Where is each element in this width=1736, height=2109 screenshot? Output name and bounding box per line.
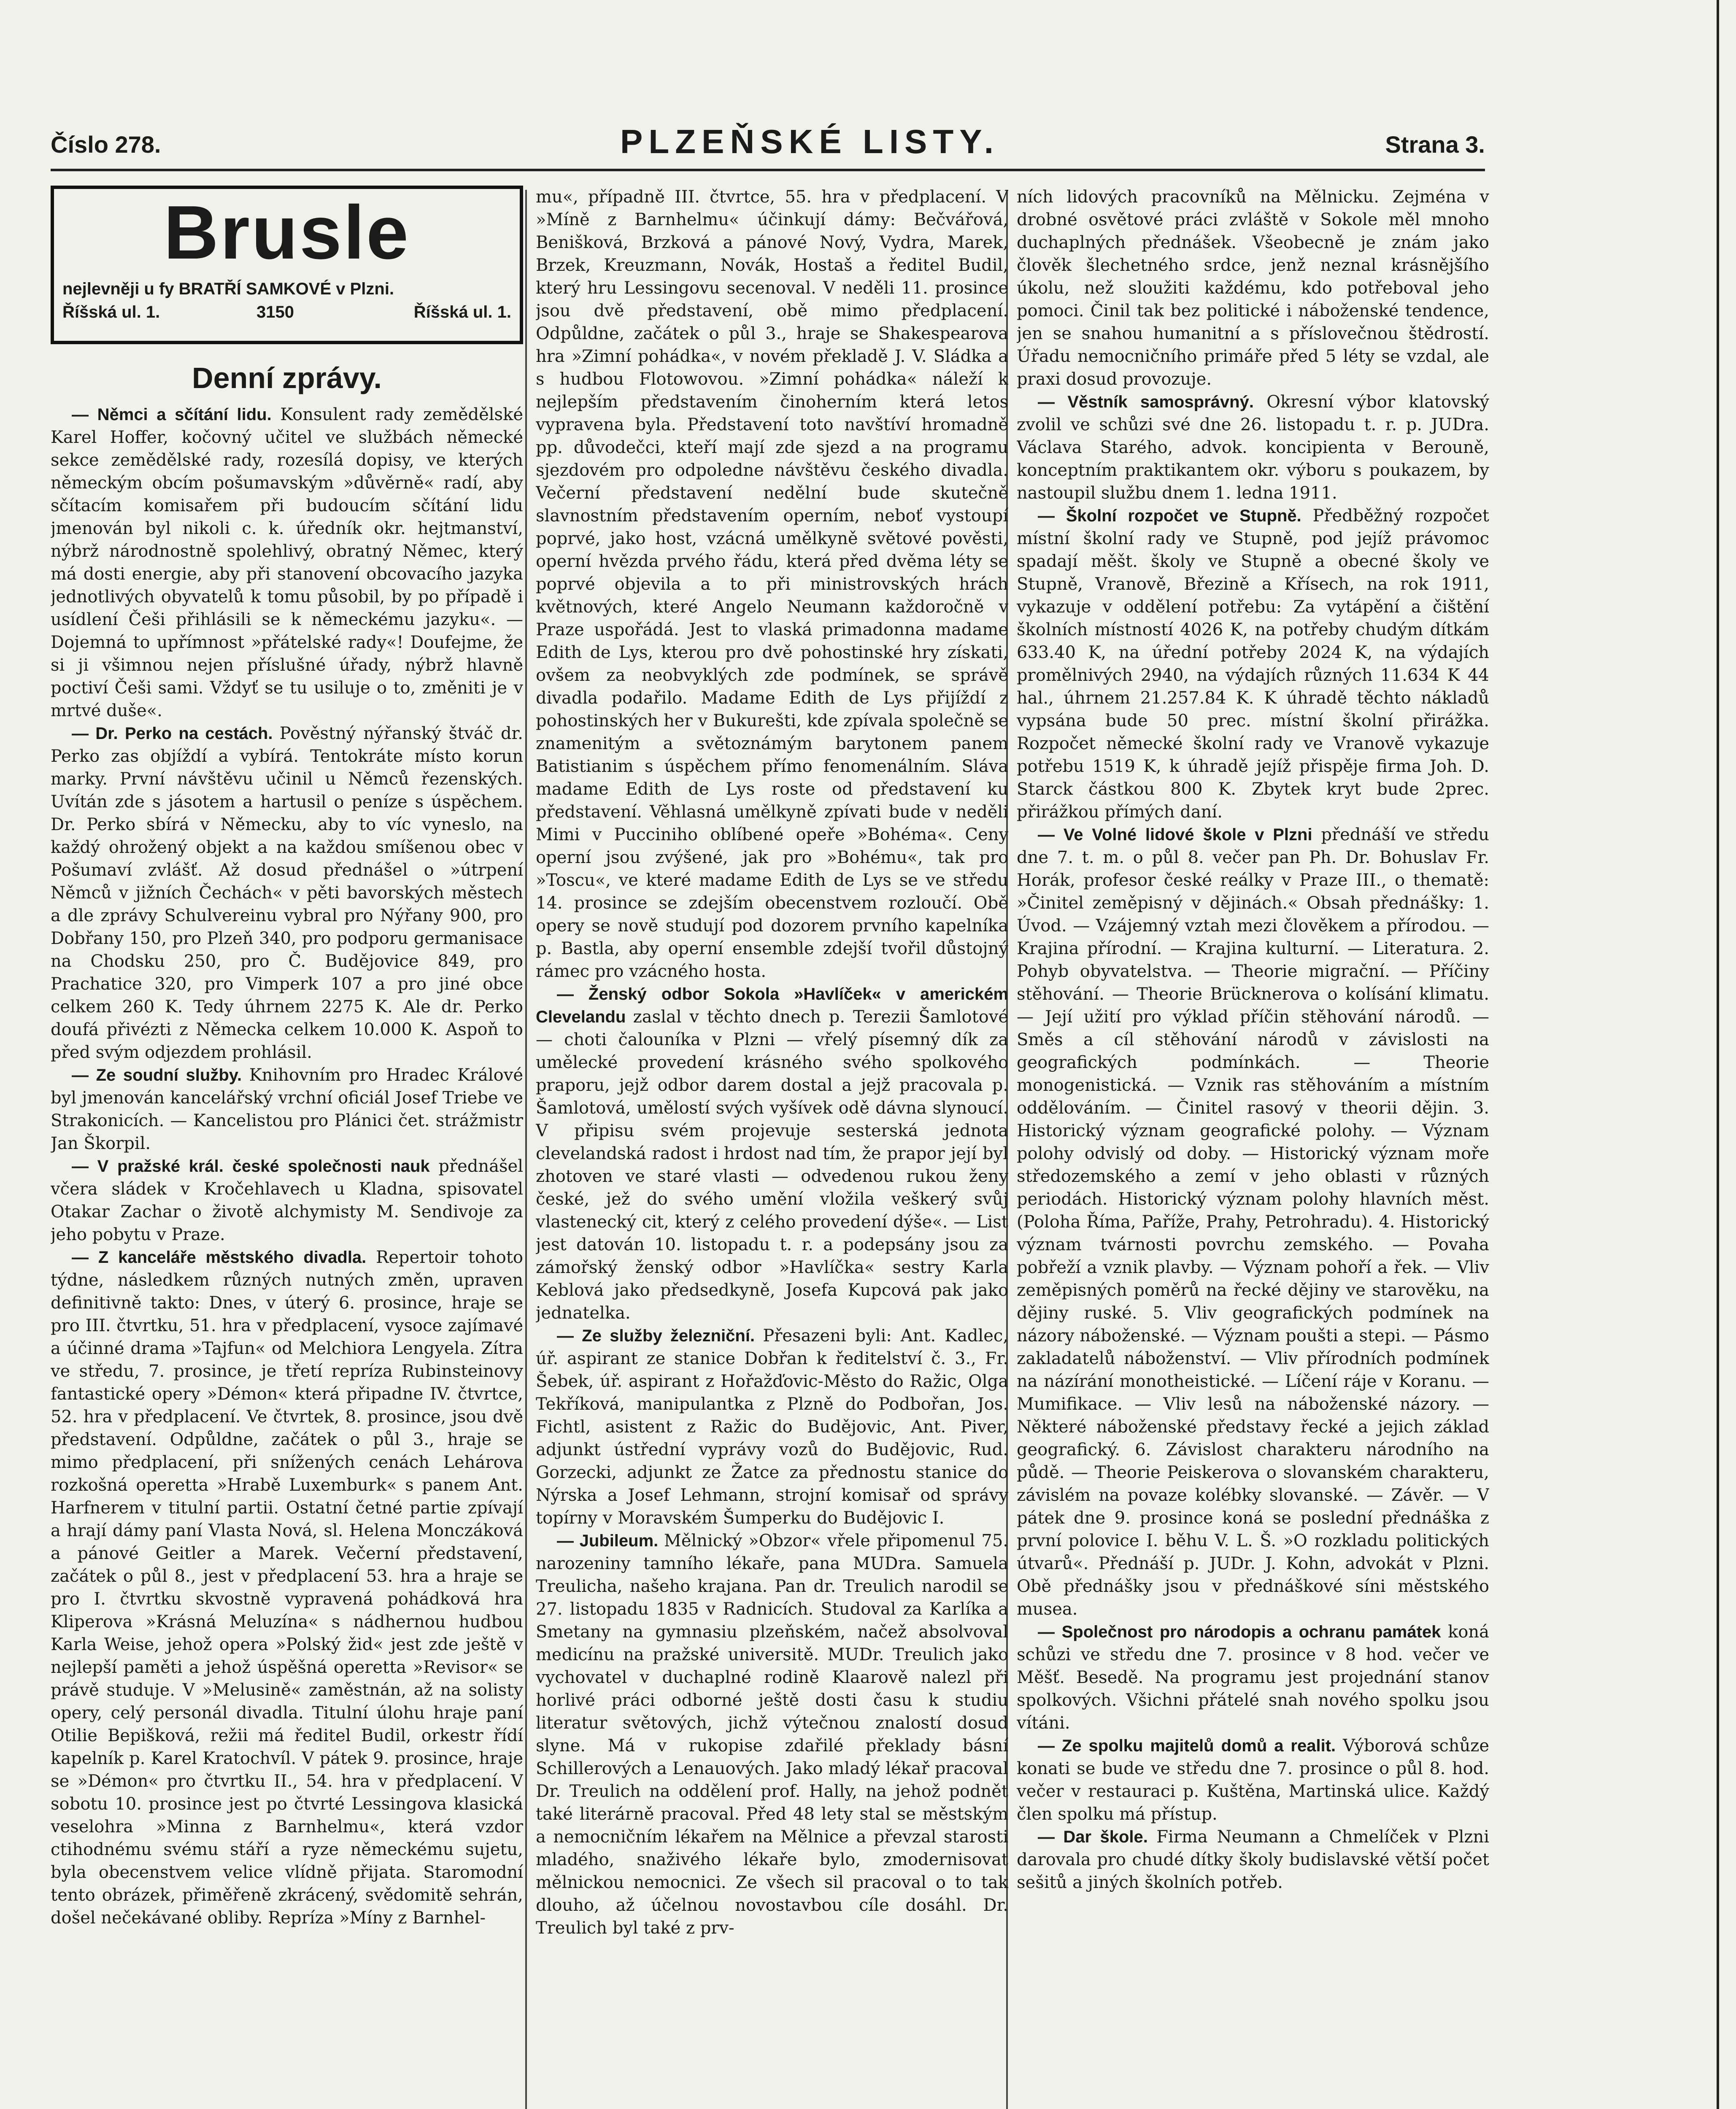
news-body: Pověstný nýřanský štváč dr. Perko zas objíždí a vybírá. Tentokráte místo korun marky. První návštěvu učinil u Němců řezenských. Uvítán zde s jásotem a hartusil o peníze s úspěchem. Dr. Perko sbírá v Německu, aby to víc vyneslo, na každý ohrožený objekt a na každou smíšenou obec v Pošumaví zvlášť. Až dosud přednášel o »útrpení Němců v jižních Čechách« v pěti bavorských městech a dle zprávy Schulvereinu vybral pro Nýřany 900, pro Dobřany 150, pro Plzeň 340, pro podporu germanisace na Chodsku 250, pro Č. Budějovice 849, pro Prachatice 320, pro Vimperk 107 a pro jiné obce celkem 260 K. Tedy úhrnem 2275 K. Ale dr. Perko doufá přivézti z Německa celkem 10.000 K. Aspoň to před svým odjezdem prohlásil.: [51, 724, 523, 1062]
ad-number: 3150: [256, 303, 294, 321]
news-item: [51, 1246, 523, 1929]
news-body: Firma Neumann a Chmelíček v Plzni darovala pro chudé dítky školy budislavské větší počet sešitů a jiných školních potřeb.: [1017, 1827, 1489, 1892]
news-headline: — Jubileum.: [557, 1532, 664, 1550]
issue-number: Číslo 278.: [51, 131, 161, 158]
column-text: [1017, 186, 1489, 2109]
news-item: [51, 722, 523, 1064]
news-item: [51, 1064, 523, 1155]
news-body: Knihovním pro Hradec Králové byl jmenován kancelářský vrchní oficiál Josef Triebe ve Strakonicích. — Kancelistou pro Plánici čet. strážmistr Jan Škorpil.: [51, 1065, 523, 1153]
news-body: Přesazeni byli: Ant. Kadlec, úř. aspirant ze stanice Dobřan k ředitelství č. 3., Fr. Šebek, úř. aspirant z Hořažďovic-Město do Ražic, Olga Tekříková, manipulantka z Plzně do Podbořan, Jos. Fichtl, asistent z Ražic do Budějovic, Ant. Piver, adjunkt ústřední vyprávy vozů do Budějovic, Rud. Gorzecki, adjunkt ze Žatce za přednostu stanice do Nýrska a Josef Lehmann, strojní komisař od správy topírny v Moravském Šumperku do Budějovic I.: [536, 1326, 1008, 1528]
page-edge-rule: [1717, 0, 1719, 2109]
news-body: Okresní výbor klatovský zvolil ve schůzi své dne 26. listopadu t. r. p. JUDra. Václava Starého, advok. koncipienta v Berouně, konceptním praktikantem okr. výboru s poukazem, by nastoupil službu dnem 1. ledna 1911.: [1017, 392, 1489, 503]
ad-address-left: Říšská ul. 1.: [62, 303, 160, 321]
news-item: [51, 1155, 523, 1246]
news-headline: — Z kanceláře městského divadla.: [72, 1248, 376, 1267]
advertisement-brusle: [51, 186, 523, 344]
news-headline: — Školní rozpočet ve Stupně.: [1038, 507, 1313, 525]
news-headline: — Ve Volné lidové škole v Plzni: [1038, 825, 1321, 844]
news-item: [1017, 504, 1489, 823]
news-headline: — Dr. Perko na cestách.: [72, 724, 280, 743]
page-number: Strana 3.: [1385, 131, 1485, 158]
news-body: Výborová schůze konati se bude ve středu dne 7. prosince o půl 8. hod. večer v restauraci p. Kuštěna, Martinská ulice. Každý člen spolku má přístup.: [1017, 1736, 1489, 1824]
header-rule: [51, 169, 1485, 171]
news-body: Předběžný rozpočet místní školní rady ve Stupně, pod jejíž právomoc spadají měšt. školy ve Stupně a obecné školy ve Stupně, Vranově, Březině a Křísech, na rok 1911, vykazuje v oddělení potřebu: Za vytápění a čištění školních místností 4026 K, na potřeby chudým dítkám 633.40 K, na úřední potřeby 2024 K, na výdajích promělnivých 2940, na výdajích různých 11.634 K 44 hal., úhrnem 21.257.84 K. K úhradě těchto nákladů vypsána bude 50 prec. místní školní přirážka. Rozpočet německé školní rady ve Vranově vykazuje potřebu 1519 K, k úhradě jejíž přispěje firma Joh. D. Starck částkou 800 K. Zbytek kryt bude 2prec. přirážkou přímých daní.: [1017, 506, 1489, 822]
news-headline: — Společnost pro národopis a ochranu památek: [1038, 1623, 1448, 1641]
news-item: [1017, 1734, 1489, 1826]
column-2: [536, 186, 1008, 2109]
column-text: [536, 186, 1008, 2109]
news-body: Mělnický »Obzor« vřele připomenul 75. narozeniny tamního lékaře, pana MUDra. Samuela Treulicha, našeho krajana. Pan dr. Treulich narodil se 27. listopadu 1835 v Radnicích. Studoval za Karlíka a Smetany na gymnasiu plzeňském, načež absolvoval medicínu na pražské universitě. MUDr. Treulich jako vychovatel v duchaplné rodině Klaarově nalezl při horlivé práci odborné ještě dosti času k studiu literatur světových, jichž výtečnou znalostí dosud slyne. Má v rukopise zdařilé překlady básní Schillerových a Lenauových. Jako mladý lékař pracoval Dr. Treulich na oddělení prof. Hally, na jehož podnět také literárně pracoval. Před 48 lety stal se městským a nemocničním lékařem na Mělnice a převzal starosti mladého, snaživého lékaře bylo, zmodernisovat mělnickou nemocnici. Ze všech sil pracoval o to tak dlouho, až účelnou novostavbou cíle dosáhl. Dr. Treulich byl také z prv-: [536, 1531, 1008, 1938]
news-body: Repertoir tohoto týdne, následkem různých nutných změn, upraven definitivně takto: Dnes, v úterý 6. prosince, hraje se pro III. čtvrtku, 51. hra v předplacení, vysoce zajímavé a účinné drama »Tajfun« od Melchiora Lengyela. Zítra ve středu, 7. prosince, je třetí repríza Rubinsteinovy fantastické opery »Démon« která připadne IV. čtvrtce, 52. hra v předplacení. Ve čtvrtek, 8. prosince, jsou dvě představení. Odpůldne, začátek o půl 3., hraje se mimo předplacení, při snížených cenách Lehárova rozkošná operetta »Hrabě Luxemburk« s panem Ant. Harfnerem v titulní partii. Ostatní četné partie zpívají a hrají dámy paní Vlasta Nová, sl. Helena Monczáková a pánové Geitler a Marek. Večerní představení, začátek o půl 8., jest v předplacení 53. hra a hraje se pro I. čtvrtku skvostně vypravená pohádková hra Kliperova »Krásná Meluzína« s nádhernou hudbou Karla Weise, jehož opera »Polský žid« jest zde ještě v nejlepší paměti a jehož úspěšná operetta »Revisor« se právě studuje. V »Melusině« zaměstnán, až na solisty opery, celý personál divadla. Titulní úlohu hraje paní Otilie Bepišková, režii má ředitel Budil, orkestr řídí kapelník p. Karel Kratochvíl. V pátek 9. prosince, hraje se »Démon« pro čtvrtku II., 54. hra v předplacení. V sobotu 10. prosince jest po čtvrté Lessingova klasická veselohra »Minna z Barnhelmu«, která vzdor ctihodnému svému stáří a ryze německému sujetu, byla obecenstvem velice vlídně přijata. Staromodní tento obrázek, přiměřeně zkrácený, svědomitě sehrán, došel nečekávané obliby. Repríza »Míny z Barnhel-: [51, 1248, 523, 1928]
news-item: [1017, 823, 1489, 1621]
news-headline: — Ze spolku majitelů domů a realit.: [1038, 1737, 1343, 1755]
ad-address-right: Říšská ul. 1.: [413, 303, 511, 321]
news-item: [536, 1529, 1008, 1939]
news-body: přednáší ve středu dne 7. t. m. o půl 8. večer pan Ph. Dr. Bohuslav Fr. Horák, profesor české reálky v Praze III., o thematě: »Činitel zeměpisný v dějinách.« Obsah přednášky: 1. Úvod. — Vzájemný vztah mezi člověkem a přírodou. — Krajina přírodní. — Krajina kulturní. — Literatura. 2. Pohyb obyvatelstva. — Theorie migrační. — Příčiny stěhování. — Theorie Brücknerova o kolísání klimatu. — Její užití pro výklad příčin stěhování národů. — Směs a cíl stěhování národů v závislosti na geografických podmínkách. — Theorie monogenistická. — Vznik ras stěhováním a místním oddělováním. — Činitel rasový v theorii dějin. 3. Historický význam geografické polohy. — Význam polohy odvislý od doby. — Historický význam moře středozemského a zemí v jeho oblasti v různých periodách. Historický význam polohy hlavních měst. (Poloha Říma, Paříže, Prahy, Petrohradu). 4. Historický význam tvárnosti povrchu zemského. — Povaha pobřeží a vznik plavby. — Význam pohoří a řek. — Vliv zeměpisných poměrů na řecké dějiny ve starověku, na dějiny ruské. 5. Vliv geografických podmínek na názory náboženské. — Význam poušti a stepi. — Pásmo zakladatelů náboženství. — Vliv přírodních podmínek na názírání monotheistické. — Líčení ráje v Koranu. — Mumifikace. — Vliv lesů na náboženské názory. — Některé náboženské představy řecké a jejich základ geografický. 6. Závislost charakteru národního na půdě. — Theorie Peiskerova o slovanském charakteru, závislém na povaze kolébky slovanské. — Závěr. — V pátek dne 9. prosince koná se poslední přednáška z první polovice I. běhu V. L. Š. »O rozkladu politických útvarů«. Přednáší p. JUDr. J. Kohn, advokát v Plzni. Obě přednášky jsou v přednáškové síni městského musea.: [1017, 825, 1489, 1619]
page-header: [51, 122, 1485, 173]
news-body: mu«, případně III. čtvrtce, 55. hra v předplacení. V »Míně z Barnhelmu« účinkují dámy: Bečvářová, Benišková, Brzková a pánové Nový, Vydra, Marek, Brzek, Kreuzmann, Novák, Hostaš a ředitel Budil, který hru Lessingovu secenoval. V neděli 11. prosince jsou dvě představení, obě mimo předplacení. Odpůldne, začátek o půl 3., hraje se Shakespearova hra »Zimní pohádka«, v novém překladě J. V. Sládka a s hudbou Flotowovou. »Zimní pohádka« náleží k nejlepším představením činoherním která letos vypravena byla. Představení toto navštíví hromadně pp. důvodečci, kteří mají zde sjezd a na programu sjezdovém pro odpoledne návštěvu českého divadla. Večerní představení nedělní bude skutečně slavnostním představením operním, neboť vystoupí poprvé, jako host, vzácná umělkyně světové pověsti, operní hvězda prvého řádu, která před dvěma léty se poprvé objevila a to při ministrovských hrách květnových, které Angelo Neumann každoročně v Praze uspořádá. Jest to vlaská primadonna madame Edith de Lys, kterou pro dvě pohostinské hry získati, ovšem za neobvyklých zde podmínek, se správě divadla podařilo. Madame Edith de Lys přijíždí z pohostinských her v Bukurešti, kde zpívala společně se znamenitým a světoznámým barytonem panem Batistianim s úspěchem přímo fenomenálním. Sláva madame Edith de Lys roste od představení ku představení. Věhlasná umělkyně zpívati bude v neděli Mimi v Pucciniho oblíbené opeře »Bohéma«. Ceny operní jsou zvýšené, jak pro »Bohému«, tak pro »Toscu«, ve které madame Edith de Lys se ve středu 14. prosince se zdejším obecenstvem rozloučí. Obě opery se nově studují pod dozorem prvního kapelníka p. Bastla, aby operní ensemble zdejší tvořil důstojný rámec pro vzácného hosta.: [536, 187, 1008, 981]
news-item: [51, 403, 523, 722]
column-3: [1017, 186, 1489, 2109]
section-title: Denní zprávy.: [192, 361, 382, 394]
column-text: [51, 403, 523, 2109]
news-body: ních lidových pracovníků na Mělnicku. Zejména v drobné osvětové práci zvláště v Sokole měl mnoho duchaplných přednášek. Všeobecně je znám jako člověk šlechetného srdce, jenž neznal krásnějšího úkolu, než sloužiti každému, kdo potřeboval jeho pomoci. Činil tak bez politické i náboženské tendence, jen se snahou humanitní a s příslovečnou štědrostí. Úřadu nemocničního primáře před 5 léty se vzdal, ale praxi dosud provozuje.: [1017, 187, 1489, 389]
newspaper-title: PLZEŇSKÉ LISTY.: [620, 123, 999, 160]
news-item: [1017, 391, 1489, 504]
news-headline: — Ze soudní služby.: [72, 1066, 249, 1084]
news-headline: — V pražské král. české společnosti nauk: [72, 1157, 439, 1176]
news-headline: — Němci a sčítání lidu.: [72, 405, 281, 424]
news-body: Konsulent rady zemědělské Karel Hoffer, kočovný učitel ve službách německé sekce zemědělské rady, rozesílá dopisy, ve kterých německým obcím pošumavským »důvěrně« radí, aby sčítacím komisařem při budoucím sčítání lidu jmenován byl nikoli c. k. úředník okr. hejtmanství, nýbrž národnostně spolehlivý, obratný Němec, který má dosti energie, aby při stanovení obcovacího jazyka jednotlivých obyvatelů k tomu působil, by po případě i usídlení Češi přihlásili se k německému jazyku«. — Dojemná to upřímnost »přátelské rady«! Doufejme, že si ji všimnou nejen příslušné úřady, nýbrž hlavně poctiví Češi sami. Vždyť se tu usiluje o to, změniti je v mrtvé duše«.: [51, 405, 523, 720]
ad-line: nejlevněji u fy BRATŘÍ SAMKOVÉ v Plzni.: [62, 280, 394, 298]
column-divider: [525, 190, 527, 2109]
news-headline: — Ze služby železniční.: [557, 1327, 763, 1345]
news-body: koná schůzi ve středu dne 7. prosince v 8 hod. večer ve Měšť. Besedě. Na programu jest projednání stanov spolkových. Všichni přátelé snah nového spolku jsou vítáni.: [1017, 1622, 1489, 1733]
news-headline: — Ženský odbor Sokola »Havlíček« v americkém Clevelandu: [536, 985, 1008, 1026]
news-item: [1017, 186, 1489, 391]
news-item: [1017, 1621, 1489, 1734]
news-headline: — Dar škole.: [1038, 1828, 1157, 1846]
news-item: [536, 1324, 1008, 1529]
news-item: [1017, 1826, 1489, 1894]
news-body: zaslal v těchto dnech p. Terezii Šamlotové — choti čalouníka v Plzni — vřelý písemný dík za umělecké provedení krásného svého spolkového praporu, jejž odbor darem dostal a jejž pracovala p. Šamlotová, umělostí svých vyšívek odě dávna slynoucí. V připisu svém projevuje sesterská jednota clevelandská radost i hrdost nad tím, že prapor její byl zhotoven ve staré vlasti — odvedenou rukou ženy české, jež do svého umění vložila veškerý svůj vlastenecký cit, který z celého provedení dýše«. — List jest datován 10. listopadu t. r. a podepsány jsou za zámořský ženský odbor »Havlíčka« sestry Karla Keblová jako předsedkyně, Josefa Kupcová pak jako jednatelka.: [536, 1007, 1008, 1323]
news-item: [536, 983, 1008, 1324]
news-headline: — Věstník samosprávný.: [1038, 393, 1267, 411]
column-1: [51, 186, 523, 2109]
news-body: přednášel včera sládek v Kročehlavech u Kladna, spisovatel Otakar Zachar o životě alchymisty M. Sendivoje za jeho pobytu v Praze.: [51, 1157, 523, 1244]
news-item: [536, 186, 1008, 983]
ad-title: Brusle: [163, 190, 410, 275]
